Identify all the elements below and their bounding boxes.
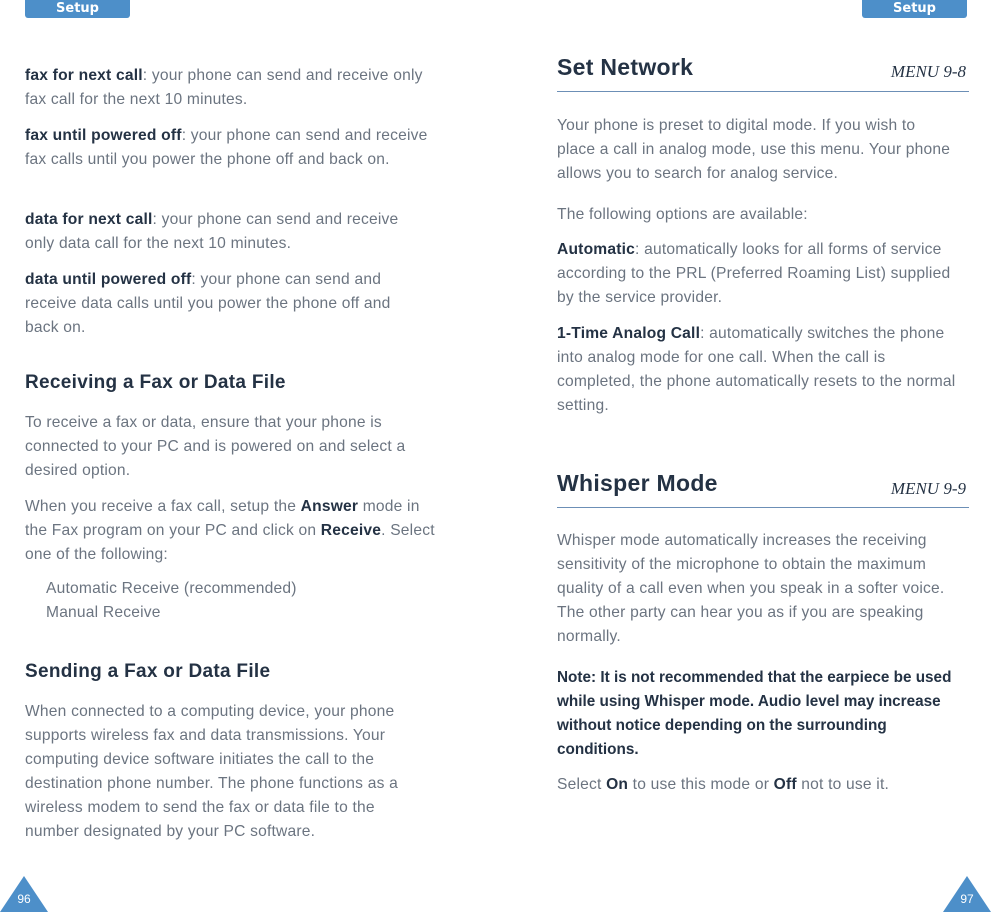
whisper-para: Whisper mode automatically increases the receiving sensitivity of the microphone to obtain the maximum quality of a call even when you speak in a softer voice. The other party can hear you as if you are speaking normally. xyxy=(557,532,945,645)
option-desc: : your phone can send and receive only fax call for the next 10 minutes. xyxy=(25,67,423,108)
off-term: Off xyxy=(773,776,797,793)
option-data-next-call xyxy=(25,208,420,256)
text-span: When you receive a fax call, setup the xyxy=(25,498,301,515)
whisper-note xyxy=(557,666,962,762)
receiving-para1: To receive a fax or data, ensure that your phone is connected to your PC and is powered on and select a desired option. xyxy=(25,414,406,479)
whisper-heading: Whisper Mode xyxy=(557,470,718,496)
set-network-analog xyxy=(557,322,967,418)
option-fax-until-off xyxy=(25,124,435,172)
text-span: . Select one of the following: xyxy=(25,522,435,563)
answer-term: Answer xyxy=(300,498,359,515)
note-text: : It is not recommended that the earpiece be used while using Whisper mode. Audio level may increase without notice depending on the surrounding conditions. xyxy=(557,669,952,758)
whisper-select xyxy=(557,773,969,797)
section-tab-right: Setup xyxy=(862,0,967,18)
option-desc: : your phone can send and receive only data call for the next 10 minutes. xyxy=(25,211,399,252)
set-network-heading: Set Network xyxy=(557,54,694,80)
sending-heading: Sending a Fax or Data File xyxy=(25,661,271,682)
receiving-heading: Receiving a Fax or Data File xyxy=(25,372,286,393)
receive-option-manual: Manual Receive xyxy=(46,604,161,621)
whisper-divider xyxy=(557,507,969,508)
on-term: On xyxy=(606,776,629,793)
set-network-divider xyxy=(557,91,969,92)
option-term: fax until powered off xyxy=(25,127,182,144)
option-desc: : automatically looks for all forms of service according to the PRL (Preferred Roaming List) supplied by the service provider. xyxy=(557,241,951,306)
set-network-menu-code: MENU 9-8 xyxy=(890,62,966,81)
sending-para: When connected to a computing device, your phone supports wireless fax and data transmissions. Your computing device software initiates the call to the destination phone number. The phone functions as a wireless modem to send the fax or data file to the number designated by your PC software. xyxy=(25,703,398,840)
option-desc: : your phone can send and receive fax calls until you power the phone off and back on. xyxy=(25,127,428,168)
option-fax-next-call xyxy=(25,64,440,112)
option-term: data until powered off xyxy=(25,271,192,288)
receive-option-automatic: Automatic Receive (recommended) xyxy=(46,580,297,597)
set-network-para1: Your phone is preset to digital mode. If you wish to place a call in analog mode, use this menu. Your phone allows you to search for analog service. xyxy=(557,117,951,182)
option-data-until-off xyxy=(25,268,415,340)
receiving-para2 xyxy=(25,495,437,567)
page-number-right: 97 xyxy=(960,892,974,906)
option-desc: : your phone can send and receive data calls until you power the phone off and back on. xyxy=(25,271,391,336)
set-network-para2: The following options are available: xyxy=(557,206,808,223)
option-term: data for next call xyxy=(25,211,153,228)
note-label: Note xyxy=(557,669,591,686)
text-span: mode in the Fax program on your PC and click on xyxy=(25,498,420,539)
text-span: Select xyxy=(557,776,607,793)
set-network-automatic xyxy=(557,238,957,310)
page-number-left: 96 xyxy=(17,892,31,906)
whisper-menu-code: MENU 9-9 xyxy=(890,479,966,498)
option-term: 1-Time Analog Call xyxy=(557,325,701,342)
text-span: not to use it. xyxy=(796,776,890,793)
text-span: to use this mode or xyxy=(628,776,774,793)
option-term: fax for next call xyxy=(25,67,143,84)
option-term: Automatic xyxy=(557,241,636,258)
option-desc: : automatically switches the phone into analog mode for one call. When the call is completed, the phone automatically resets to the normal setting. xyxy=(557,325,956,414)
receive-term: Receive xyxy=(320,522,382,539)
section-tab-left: Setup xyxy=(25,0,130,18)
